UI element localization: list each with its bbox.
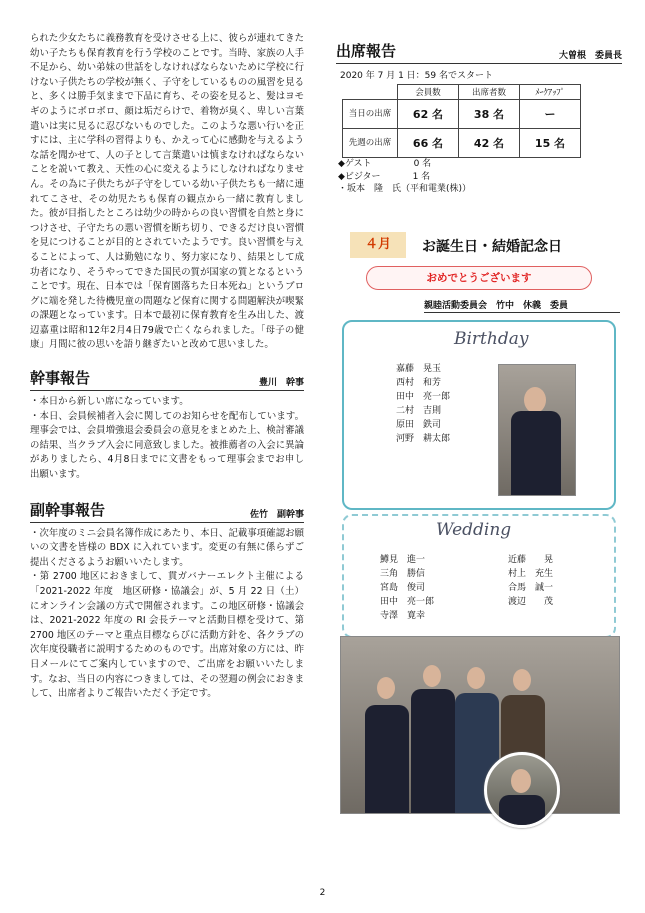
person-body [511, 411, 561, 495]
header-attendees: 出席者数 [459, 85, 520, 100]
list-item: 三角 勝信 [380, 569, 426, 579]
left-column [30, 32, 304, 702]
person-head [511, 769, 531, 793]
person-body [411, 689, 455, 813]
list-item: 二村 吉則 [396, 406, 442, 416]
header-members: 会員数 [398, 85, 459, 100]
group-photo [340, 636, 620, 814]
guest-label: ◆ゲスト [338, 159, 372, 169]
header-makeup: ﾒｰｸｱｯﾌﾟ [520, 85, 581, 100]
congrats-ribbon: おめでとうございます [366, 266, 592, 290]
table-row [343, 129, 581, 158]
person-body [365, 705, 409, 813]
list-item: 嘉藤 晃玉 [396, 364, 442, 374]
table-row [343, 85, 581, 100]
list-item: 寺澤 寛幸 [380, 611, 426, 621]
attendance-title: 出席報告 [336, 42, 397, 60]
right-column [336, 32, 622, 872]
birthday-label: Birthday [454, 329, 529, 349]
attendance-notes [338, 158, 622, 196]
kanji-item: ・本日、会員候補者入会に関してのお知らせを配布しています。理事会では、会員増強退会委員会の意見をまとめた上、検討審議の結果、当クラブ入会に同意致しました。被推薦者の入会に異論がありましたら、4月8日までに文書をもって理事会までお申し出願います。 [30, 410, 304, 481]
person-head [513, 669, 531, 691]
fukukanji-item: ・次年度のミニ会員名簿作成にあたり、本日、記載事項確認お願いの文書を皆様の BDX に入れています。変更の有無に係らずご提出くださるようお願いいたします。 [30, 527, 304, 568]
list-item: 原田 鉄司 [396, 420, 442, 430]
committee-underline [424, 312, 620, 313]
committee-credit: 親睦活動委員会 竹中 休義 委員 [424, 301, 569, 311]
attendees-value: 38 名 [459, 100, 520, 129]
attendance-author: 大曽根 委員長 [558, 51, 622, 61]
list-item: 鱒見 進一 [380, 555, 426, 565]
members-value: 62 名 [398, 100, 459, 129]
attendance-start-note: 2020 年 7 月 1 日：59 名でスタート [340, 71, 493, 81]
kanji-report-title: 幹事報告 [30, 369, 91, 388]
list-item: 合馬 誠一 [508, 583, 554, 593]
visitor-name: ・坂本 隆 氏（平和電業(株)） [338, 184, 472, 194]
birthday-photo [498, 364, 576, 496]
kanji-report-header [30, 367, 304, 391]
attendance-header [336, 40, 622, 64]
list-item: 宮島 俊司 [380, 583, 426, 593]
kanji-item: ・本日から新しい席になっています。 [30, 396, 189, 408]
person-head [524, 387, 546, 413]
visitor-value: 1 名 [412, 171, 431, 182]
birthday-name-list [396, 362, 450, 446]
table-row [343, 100, 581, 129]
wedding-name-list-left [380, 553, 434, 623]
wedding-label: Wedding [436, 520, 512, 540]
list-item: 西村 和芳 [396, 378, 442, 388]
fukukanji-report-author: 佐竹 副幹事 [249, 509, 304, 520]
list-item: 河野 耕太郎 [396, 434, 451, 444]
celebration-title: お誕生日・結婚記念日 [422, 239, 562, 255]
makeup-value: 15 名 [520, 129, 581, 158]
list-item: 田中 亮一郎 [380, 597, 435, 607]
list-item: 田中 亮一郎 [396, 392, 451, 402]
intro-paragraph: られた少女たちに義務教育を受けさせる上に、彼らが連れてきた幼い子たちも保育教育を行う学校のことです。当時、家族の人手不足から、幼い弟妹の世話をしなければならないために学校に行けない子供たちの学校が無く、子守をしているものの風習を見ると、多くは勝手気ままで下品に育ち、その姿を見ると、髪はヨモギのようにボロボロ、顔は垢だらけで、着物が臭く、卑しい言葉遣いは実に見るに忍びないものでした。このような悪い行いを正すには、主に学科の習得よりも、かえって心に感動を与えるような話を聞かせて、人の子として言葉遣いは慎まなければならないことを説いて教え、天性の心に変えるようにしなければなりません。その為に子供たちが子守をしている幼い子供たちも一緒に連れてこさせ、その幼児たちも保育の観点から一緒に教育しました。彼が目指したところは幼少の時からの良い習慣を自然と身につけさせ、子守たちの悪い習慣を断ち切り、できるだけ良い習慣を見につけることが目的とされていたようです。良い習慣を与えることによって、人は勤勉になり、努力家になり、結果として成功者になり、そうやってできた国民の質が国家の質となるということです。現在、日本では「保育園落ちた日本死ね」というブログに端を発した待機児童の問題など保育に関する問題解決が喫緊の課題となっています。日本で最初に保育教育を生み出した、渡辺嘉重は昭和12年2月4日79歳で亡くなられました。「母子の健康」月間に彼の思いを語り継ぎたいと改めて思いました。 [30, 33, 304, 351]
list-item: 近藤 晃 [508, 555, 554, 565]
attendance-table [342, 84, 581, 158]
page-number: 2 [319, 888, 326, 898]
wedding-name-list-right [508, 553, 553, 609]
kanji-report-author: 豊川 幹事 [258, 378, 304, 389]
list-item: 村上 充生 [508, 569, 554, 579]
list-item: 渡辺 茂 [508, 597, 554, 607]
makeup-value: ー [520, 100, 581, 129]
members-value: 66 名 [398, 129, 459, 158]
person-head [377, 677, 395, 699]
row-label: 当日の出席 [343, 100, 398, 129]
person-head [423, 665, 441, 687]
row-label: 先週の出席 [343, 129, 398, 158]
guest-value: 0 名 [413, 159, 432, 169]
fukukanji-report-title: 副幹事報告 [30, 500, 106, 519]
person-body [499, 795, 545, 825]
visitor-label: ◆ビジター [338, 171, 381, 182]
month-badge: ４月 [350, 232, 406, 258]
person-head [467, 667, 485, 689]
fukukanji-report-header [30, 499, 304, 523]
attendees-value: 42 名 [459, 129, 520, 158]
celebration-banner [350, 232, 608, 260]
fukukanji-item: ・第 2700 地区におきまして、貫ガバナーエレクト主催による「2021-2022 年度 地区研修・協議会」が、5 月 22 日（土）にオンライン会議の方式で開催されます。この地区研修・協議会は、2021-2022 年度の RI 会長テーマと活動目標を受けて、第 2700 地区のテーマと重点目標ならびに活動方針を、各クラブの次年度役職者に説明するためのものです。出席対象の方には、昨日メールにてご案内していますので、ご出席をお願いいたします。なお、当日の内容につきましては、その翌週の例会におきまして、出席者よりご報告いただく予定です。 [30, 571, 304, 700]
circle-photo [484, 752, 560, 828]
